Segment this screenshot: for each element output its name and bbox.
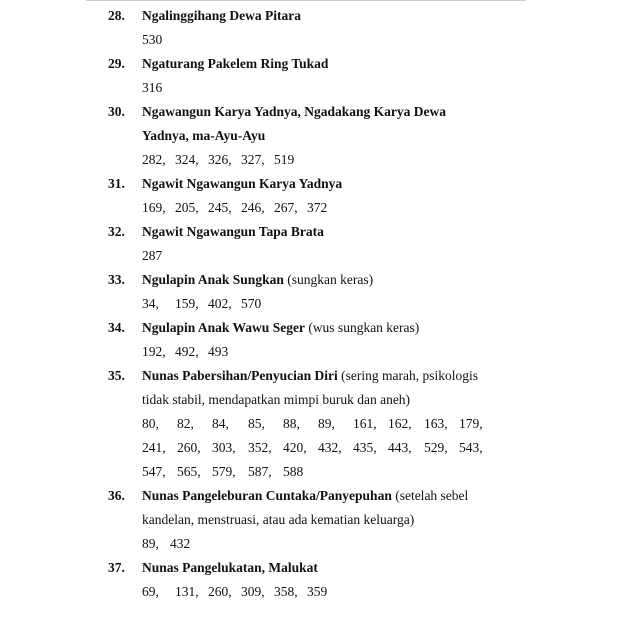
- page-number: 303,: [212, 440, 236, 455]
- page-number: 82,: [177, 416, 194, 431]
- entry-title-line: [142, 100, 517, 124]
- entry-title: Ngalinggihang Dewa Pitara: [142, 8, 302, 23]
- page-number: 359: [307, 584, 328, 599]
- page-number: 443,: [388, 440, 412, 455]
- page-numbers-row: [142, 196, 517, 220]
- page-number: 85,: [248, 416, 265, 431]
- page-number: 435,: [353, 440, 377, 455]
- entry-body: [142, 52, 517, 100]
- entry-number: 29.: [108, 56, 125, 71]
- page-number: 84,: [212, 416, 229, 431]
- entry-title-line: [142, 388, 517, 412]
- entry-title-line: [142, 4, 517, 28]
- page-number: 327,: [241, 152, 265, 167]
- entry-body: [142, 484, 517, 556]
- page-number: 324,: [175, 152, 199, 167]
- page-number: 161,: [353, 416, 377, 431]
- entry-number: 32.: [108, 224, 125, 239]
- page-number: 89,: [142, 536, 159, 551]
- page-number: 309,: [241, 584, 265, 599]
- page-number: 131,: [175, 584, 199, 599]
- page-number: 162,: [388, 416, 412, 431]
- entry-number: 37.: [108, 560, 125, 575]
- top-rule: [86, 0, 526, 1]
- page-number: 543,: [459, 440, 483, 455]
- page-number: 316: [142, 80, 163, 95]
- page-number: 420,: [283, 440, 307, 455]
- entry-body: [142, 4, 517, 52]
- page-numbers-row: [142, 436, 517, 460]
- page-numbers-row: [142, 532, 517, 556]
- entry-body: [142, 100, 517, 172]
- page-number: 192,: [142, 344, 166, 359]
- entry-number: 33.: [108, 272, 125, 287]
- page-numbers-row: [142, 412, 517, 436]
- entry-note: (wus sungkan keras): [304, 320, 420, 335]
- entry-note: tidak stabil, mendapatkan mimpi buruk dan aneh): [142, 392, 411, 407]
- page-number: 34,: [142, 296, 159, 311]
- page-numbers-row: [142, 580, 517, 604]
- page-numbers-row: [142, 340, 517, 364]
- page-number: 352,: [248, 440, 272, 455]
- entry-title-line: [142, 484, 517, 508]
- page-number: 326,: [208, 152, 232, 167]
- entry-title: Nunas Pabersihan/Penyucian Diri: [142, 368, 338, 383]
- entry-note: (sungkan keras): [283, 272, 374, 287]
- page-number: 179,: [459, 416, 483, 431]
- page-number: 519: [274, 152, 295, 167]
- page-numbers-row: [142, 28, 517, 52]
- entry-body: [142, 316, 517, 364]
- entry-number: 31.: [108, 176, 125, 191]
- page-number: 205,: [175, 200, 199, 215]
- page-number: 588: [283, 464, 304, 479]
- entry-number: 30.: [108, 104, 125, 119]
- page-numbers-row: [142, 292, 517, 316]
- page-number: 492,: [175, 344, 199, 359]
- entry-title-line: [142, 124, 517, 148]
- page-number: 163,: [424, 416, 448, 431]
- page-number: 547,: [142, 464, 166, 479]
- page-number: 402,: [208, 296, 232, 311]
- entry-body: [142, 220, 517, 268]
- entry-body: [142, 268, 517, 316]
- page-numbers-row: [142, 460, 517, 484]
- page-numbers-row: [142, 244, 517, 268]
- entry-title: Ngawangun Karya Yadnya, Ngadakang Karya Dewa: [142, 104, 447, 119]
- entry-title: Ngaturang Pakelem Ring Tukad: [142, 56, 329, 71]
- page-number: 267,: [274, 200, 298, 215]
- entry-title-line: [142, 52, 517, 76]
- page-number: 432,: [318, 440, 342, 455]
- entry-body: [142, 364, 517, 484]
- page-number: 260,: [208, 584, 232, 599]
- entry-title-line: [142, 172, 517, 196]
- page-number: 241,: [142, 440, 166, 455]
- page-number: 246,: [241, 200, 265, 215]
- page-number: 88,: [283, 416, 300, 431]
- entry-title-line: [142, 364, 517, 388]
- page-number: 493: [208, 344, 229, 359]
- page-number: 432: [170, 536, 191, 551]
- page-number: 287: [142, 248, 163, 263]
- entry-title: Nunas Pangelukatan, Malukat: [142, 560, 318, 575]
- page-number: 245,: [208, 200, 232, 215]
- entry-title-line: [142, 316, 517, 340]
- entry-title: Nunas Pangeleburan Cuntaka/Panyepuhan: [142, 488, 392, 503]
- page-number: 80,: [142, 416, 159, 431]
- page-number: 169,: [142, 200, 166, 215]
- page-numbers-row: [142, 148, 517, 172]
- entry-title: Yadnya, ma-Ayu-Ayu: [142, 128, 266, 143]
- page-number: 587,: [248, 464, 272, 479]
- page-number: 530: [142, 32, 163, 47]
- page-numbers-row: [142, 76, 517, 100]
- entry-title: Ngulapin Anak Wawu Seger: [142, 320, 305, 335]
- entry-title-line: [142, 556, 517, 580]
- page-number: 89,: [318, 416, 335, 431]
- entry-note: kandelan, menstruasi, atau ada kematian keluarga): [142, 512, 415, 527]
- entry-title-line: [142, 508, 517, 532]
- entry-title: Ngawit Ngawangun Karya Yadnya: [142, 176, 343, 191]
- page-number: 570: [241, 296, 262, 311]
- entry-title: Ngulapin Anak Sungkan: [142, 272, 284, 287]
- entry-number: 36.: [108, 488, 125, 503]
- entry-body: [142, 172, 517, 220]
- entry-number: 28.: [108, 8, 125, 23]
- entry-note: (setelah sebel: [391, 488, 469, 503]
- page-number: 372: [307, 200, 328, 215]
- page-number: 282,: [142, 152, 166, 167]
- page-number: 565,: [177, 464, 201, 479]
- entry-number: 34.: [108, 320, 125, 335]
- entry-title-line: [142, 268, 517, 292]
- page-number: 260,: [177, 440, 201, 455]
- page-number: 159,: [175, 296, 199, 311]
- page-number: 529,: [424, 440, 448, 455]
- page-number: 69,: [142, 584, 159, 599]
- entry-note: (sering marah, psikologis: [337, 368, 479, 383]
- entry-title-line: [142, 220, 517, 244]
- entry-number: 35.: [108, 368, 125, 383]
- page-number: 579,: [212, 464, 236, 479]
- entry-body: [142, 556, 517, 604]
- entry-title: Ngawit Ngawangun Tapa Brata: [142, 224, 324, 239]
- page-number: 358,: [274, 584, 298, 599]
